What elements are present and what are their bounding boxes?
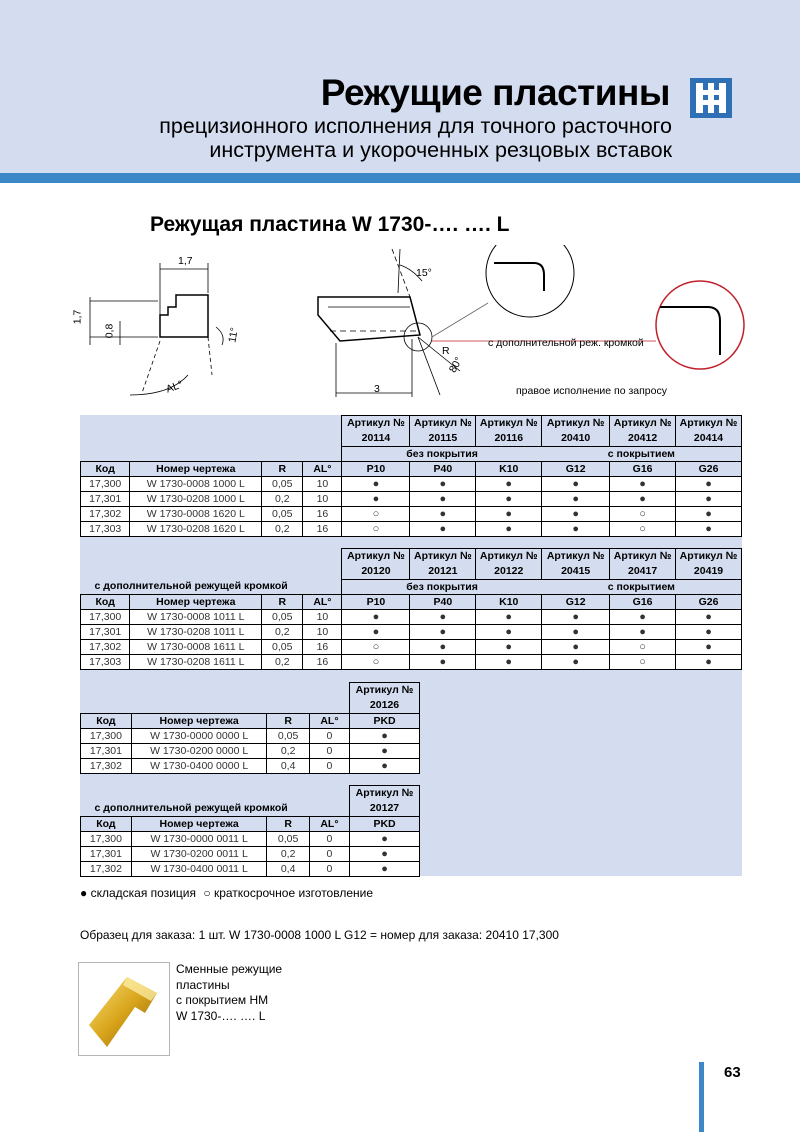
availability-cell: ● (542, 521, 610, 536)
dim-top-label: 1,7 (178, 255, 193, 267)
availability-cell: ● (676, 506, 742, 521)
article-number: 20122 (476, 564, 542, 579)
column-header: Код (81, 461, 130, 476)
table-cell: W 1730-0000 0000 L (131, 728, 267, 743)
article-header: Артикул № (410, 416, 476, 432)
order-example: Образец для заказа: 1 шт. W 1730-0008 1000 L G12 = номер для заказа: 20410 17,300 (80, 928, 559, 942)
availability-cell: ● (542, 639, 610, 654)
column-header: G12 (542, 461, 610, 476)
table-cell: 0,2 (262, 654, 303, 669)
availability-cell: ● (410, 609, 476, 624)
table-cell: 0 (309, 831, 349, 846)
table-cell: 0,05 (262, 609, 303, 624)
table-cell: W 1730-0008 1620 L (130, 506, 262, 521)
angle-15-label: 15° (416, 267, 432, 279)
article-number: 20414 (676, 431, 742, 446)
table-row (81, 624, 742, 639)
table-cell: 0,2 (262, 491, 303, 506)
availability-cell: ● (676, 521, 742, 536)
article-number: 20127 (350, 801, 420, 816)
table-cell: 0,2 (267, 846, 309, 861)
article-number: 20115 (410, 431, 476, 446)
angle-11-label: 11° (226, 326, 241, 344)
table-cell: 17,302 (81, 861, 132, 876)
table-cell: 10 (303, 624, 342, 639)
availability-cell: ● (610, 624, 676, 639)
availability-cell: ● (542, 491, 610, 506)
column-header: R (262, 594, 303, 609)
table-cell: 0,4 (267, 758, 309, 773)
note-right-label: правое исполнение по запросу (516, 385, 667, 397)
availability-cell: ○ (342, 506, 410, 521)
column-header: P10 (342, 461, 410, 476)
table-cell: 17,301 (81, 846, 132, 861)
table-cell: 0 (309, 758, 349, 773)
article-header: Артикул № (610, 416, 676, 432)
column-header: PKD (350, 816, 420, 831)
header-accent-line (0, 173, 800, 183)
availability-cell: ● (410, 639, 476, 654)
availability-cell: ● (350, 743, 420, 758)
availability-cell: ● (676, 609, 742, 624)
availability-cell: ● (410, 491, 476, 506)
availability-cell: ● (542, 624, 610, 639)
photo-caption (176, 962, 282, 1024)
article-number: 20126 (350, 698, 420, 713)
table-cell: 17,300 (81, 728, 132, 743)
table-cell: 0 (309, 728, 349, 743)
table-cell: W 1730-0208 1011 L (130, 624, 262, 639)
column-header: Код (81, 816, 132, 831)
table-extra-edge (80, 548, 742, 670)
availability-cell: ○ (610, 654, 676, 669)
column-header: P10 (342, 594, 410, 609)
insert-image-icon (79, 963, 169, 1055)
caption-line: W 1730-…. …. L (176, 1008, 266, 1023)
article-number: 20415 (542, 564, 610, 579)
legend-short-term-text: краткосрочное изготовление (213, 886, 374, 900)
availability-cell: ○ (610, 506, 676, 521)
availability-cell: ● (676, 654, 742, 669)
article-header: Артикул № (610, 549, 676, 565)
column-header: G12 (542, 594, 610, 609)
column-header: Номер чертежа (130, 461, 262, 476)
coating-label: без покрытия (342, 579, 542, 594)
article-number: 20410 (542, 431, 610, 446)
table-cell: 17,301 (81, 491, 130, 506)
column-header: AL° (309, 816, 349, 831)
page-number: 63 (724, 1064, 741, 1081)
column-header: AL° (309, 713, 349, 728)
table-row (81, 476, 742, 491)
table-cell: 0,05 (262, 476, 303, 491)
availability-cell: ● (476, 609, 542, 624)
column-header: R (267, 713, 309, 728)
article-number: 20114 (342, 431, 410, 446)
table-cell: 16 (303, 639, 342, 654)
subtitle-line-2: инструмента и укороченных резцовых вставок (209, 138, 672, 162)
caption-line: с покрытием HM (176, 993, 269, 1007)
availability-cell: ● (676, 476, 742, 491)
availability-cell: ● (410, 476, 476, 491)
availability-cell: ● (350, 861, 420, 876)
table-row (81, 491, 742, 506)
table-row (81, 639, 742, 654)
legend-stock-text: складская позиция (90, 886, 196, 900)
table-cell: W 1730-0200 0011 L (131, 846, 267, 861)
availability-cell: ● (610, 491, 676, 506)
table-row (81, 861, 420, 876)
filled-dot-icon: ● (80, 886, 88, 900)
column-header: PKD (350, 713, 420, 728)
table-row (81, 506, 742, 521)
column-header: R (267, 816, 309, 831)
page-accent-bar (699, 1062, 704, 1132)
table-cell: W 1730-0000 0011 L (131, 831, 267, 846)
table-cell: 0,05 (262, 639, 303, 654)
article-header: Артикул № (542, 416, 610, 432)
availability-cell: ● (476, 506, 542, 521)
table-cell: 17,301 (81, 743, 132, 758)
table-cell: 16 (303, 521, 342, 536)
availability-cell: ○ (342, 521, 410, 536)
article-number: 20419 (676, 564, 742, 579)
section-title: Режущая пластина W 1730-…. …. L (150, 213, 510, 236)
availability-cell: ● (542, 609, 610, 624)
availability-cell: ● (410, 521, 476, 536)
column-header: G26 (676, 461, 742, 476)
table-uncoated-coated (80, 415, 742, 537)
table-cell: 17,300 (81, 476, 130, 491)
availability-cell: ● (610, 476, 676, 491)
table-row (81, 609, 742, 624)
availability-cell: ● (476, 521, 542, 536)
group-label: с дополнительной режущей кромкой (94, 580, 288, 593)
angle-al-label: AL° (164, 378, 185, 396)
column-header: G26 (676, 594, 742, 609)
insert-photo (78, 962, 170, 1056)
table-cell: 17,303 (81, 521, 130, 536)
table-row (81, 831, 420, 846)
table-row (81, 521, 742, 536)
availability-cell: ● (676, 491, 742, 506)
dim-3-label: 3 (374, 383, 380, 395)
column-header: Код (81, 713, 132, 728)
availability-cell: ● (476, 476, 542, 491)
table-cell: 10 (303, 609, 342, 624)
radius-label: R (442, 345, 450, 357)
article-header: Артикул № (676, 549, 742, 565)
article-header: Артикул № (410, 549, 476, 565)
angle-80-label: 80° (446, 355, 466, 375)
availability-cell: ● (342, 609, 410, 624)
table-row (81, 758, 420, 773)
table-cell: 0 (309, 743, 349, 758)
availability-cell: ● (610, 609, 676, 624)
availability-cell: ● (410, 506, 476, 521)
table-cell: 0,05 (267, 831, 309, 846)
table-cell: W 1730-0008 1011 L (130, 609, 262, 624)
table-cell: 17,302 (81, 506, 130, 521)
table-cell: 0,05 (267, 728, 309, 743)
caption-line: Сменные режущие (176, 962, 283, 976)
table-cell: 0,4 (267, 861, 309, 876)
article-number: 20417 (610, 564, 676, 579)
subtitle-line-1: прецизионного исполнения для точного расточного (159, 114, 672, 138)
table-cell: W 1730-0208 1000 L (130, 491, 262, 506)
article-header: Артикул № (476, 549, 542, 565)
table-cell: W 1730-0008 1611 L (130, 639, 262, 654)
table-row (81, 743, 420, 758)
open-dot-icon: ○ (203, 886, 211, 900)
table-row (81, 846, 420, 861)
column-header: AL° (303, 461, 342, 476)
article-header: Артикул № (350, 786, 420, 802)
table-cell: 17,302 (81, 639, 130, 654)
availability-cell: ○ (610, 521, 676, 536)
availability-cell: ● (410, 624, 476, 639)
brand-logo-icon (690, 78, 732, 118)
availability-cell: ● (476, 654, 542, 669)
table-cell: 0,2 (267, 743, 309, 758)
table-row (81, 728, 420, 743)
availability-cell: ● (342, 491, 410, 506)
availability-cell: ● (350, 846, 420, 861)
column-header: K10 (476, 594, 542, 609)
availability-cell: ● (542, 476, 610, 491)
availability-cell: ● (476, 639, 542, 654)
availability-cell: ● (410, 654, 476, 669)
article-number: 20120 (342, 564, 410, 579)
table-cell: 17,300 (81, 831, 132, 846)
note-edge-label: с дополнительной реж. кромкой (488, 337, 644, 349)
table-cell: 0,2 (262, 521, 303, 536)
article-number: 20412 (610, 431, 676, 446)
column-header: AL° (303, 594, 342, 609)
availability-cell: ● (350, 728, 420, 743)
availability-cell: ● (342, 476, 410, 491)
availability-cell: ○ (610, 639, 676, 654)
legend (80, 886, 373, 900)
article-number: 20121 (410, 564, 476, 579)
coating-label: с покрытием (542, 446, 742, 461)
column-header: Номер чертежа (131, 816, 267, 831)
availability-cell: ● (542, 654, 610, 669)
table-cell: 17,303 (81, 654, 130, 669)
availability-cell: ● (342, 624, 410, 639)
article-header: Артикул № (350, 683, 420, 699)
table-cell: W 1730-0400 0011 L (131, 861, 267, 876)
table-cell: 16 (303, 654, 342, 669)
article-header: Артикул № (342, 549, 410, 565)
availability-cell: ● (676, 639, 742, 654)
column-header: G16 (610, 594, 676, 609)
table-cell: 10 (303, 476, 342, 491)
dim-small-label: 0,8 (103, 323, 116, 339)
technical-drawing (60, 245, 760, 415)
article-header: Артикул № (676, 416, 742, 432)
table-row (81, 654, 742, 669)
page-subtitle (60, 114, 672, 162)
table-cell: W 1730-0208 1611 L (130, 654, 262, 669)
group-label: с дополнительной режущей кромкой (94, 802, 288, 815)
article-header: Артикул № (342, 416, 410, 432)
table-cell: W 1730-0008 1000 L (130, 476, 262, 491)
table-cell: 17,301 (81, 624, 130, 639)
table-pkd (80, 682, 420, 774)
availability-cell: ● (350, 758, 420, 773)
article-header: Артикул № (542, 549, 610, 565)
column-header: Номер чертежа (131, 713, 267, 728)
availability-cell: ● (676, 624, 742, 639)
column-header: P40 (410, 461, 476, 476)
article-header: Артикул № (476, 416, 542, 432)
column-header: Номер чертежа (130, 594, 262, 609)
table-cell: 10 (303, 491, 342, 506)
table-cell: W 1730-0400 0000 L (131, 758, 267, 773)
table-cell: W 1730-0200 0000 L (131, 743, 267, 758)
table-cell: 16 (303, 506, 342, 521)
column-header: P40 (410, 594, 476, 609)
table-cell: 0,05 (262, 506, 303, 521)
table-pkd-extra-edge (80, 785, 420, 877)
column-header: G16 (610, 461, 676, 476)
column-header: R (262, 461, 303, 476)
availability-cell: ● (476, 624, 542, 639)
column-header: K10 (476, 461, 542, 476)
coating-label: без покрытия (342, 446, 542, 461)
table-cell: 17,302 (81, 758, 132, 773)
table-cell: 0 (309, 846, 349, 861)
column-header: Код (81, 594, 130, 609)
table-cell: W 1730-0208 1620 L (130, 521, 262, 536)
table-cell: 0 (309, 861, 349, 876)
availability-cell: ● (350, 831, 420, 846)
page-title: Режущие пластины (320, 72, 670, 113)
table-cell: 17,300 (81, 609, 130, 624)
dim-side-label: 1,7 (71, 309, 84, 325)
availability-cell: ○ (342, 639, 410, 654)
caption-line: пластины (176, 977, 230, 992)
article-number: 20116 (476, 431, 542, 446)
table-cell: 0,2 (262, 624, 303, 639)
availability-cell: ○ (342, 654, 410, 669)
coating-label: с покрытием (542, 579, 742, 594)
availability-cell: ● (476, 491, 542, 506)
availability-cell: ● (542, 506, 610, 521)
